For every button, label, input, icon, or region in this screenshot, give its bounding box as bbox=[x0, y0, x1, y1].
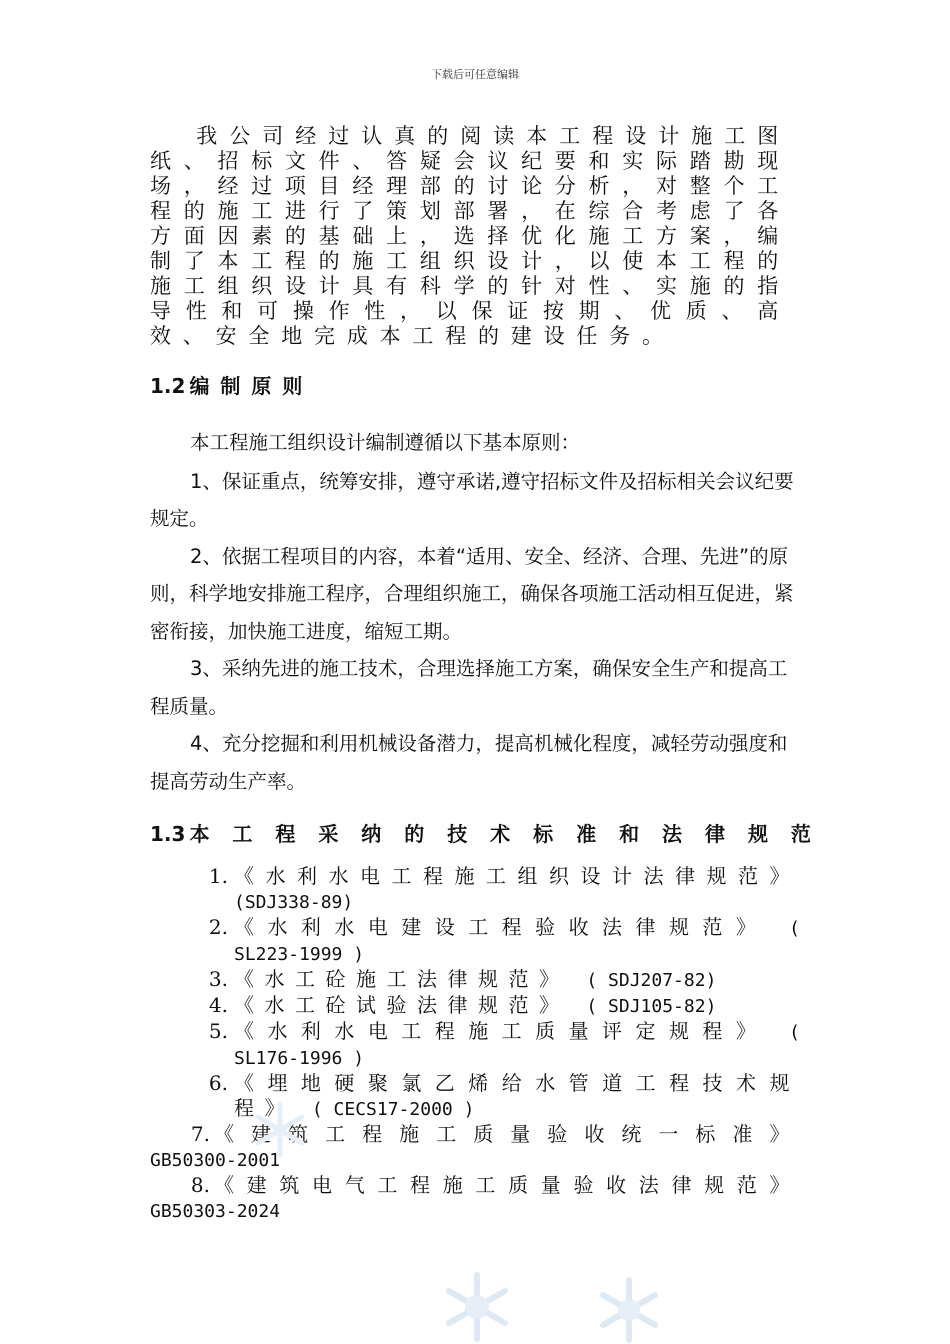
standard-number: 1. bbox=[208, 864, 228, 888]
standard-title: 《水工砼试验法律规范》 bbox=[234, 993, 570, 1017]
standard-title: 《水工砼施工法律规范》 bbox=[234, 967, 570, 991]
standard-item bbox=[150, 864, 800, 915]
principle-item: 3、采纳先进的施工技术，合理选择施工方案，确保安全生产和提高工程质量。 bbox=[150, 657, 788, 718]
standard-item bbox=[150, 915, 800, 967]
page-header: 下载后可任意编辑 bbox=[431, 68, 519, 81]
standards-list bbox=[150, 864, 800, 1224]
principles-body bbox=[150, 424, 800, 800]
standard-number: 4. bbox=[208, 993, 228, 1017]
principle-item: 4、充分挖掘和利用机械设备潜力，提高机械化程度，减轻劳动强度和提高劳动生产率。 bbox=[150, 732, 788, 793]
snowflake-watermark-icon bbox=[595, 1276, 663, 1344]
standard-item bbox=[150, 967, 800, 993]
section-heading-1-3 bbox=[150, 818, 819, 847]
standard-title: 《建筑工程施工质量验收统一标准》 bbox=[214, 1122, 800, 1146]
section-title: 本 工 程 采 纳 的 技 术 标 准 和 法 律 规 范 bbox=[189, 822, 819, 846]
principle-item: 2、依据工程项目的内容，本着“适用、安全、经济、合理、先进”的原则，科学地安排施工程序，合理组织施工，确保各项施工活动相互促进，紧密衔接，加快施工进度，缩短工期。 bbox=[150, 544, 794, 643]
intro-text: 我公司经过认真的阅读本工程设计施工图纸、招标文件、答疑会议纪要和实际踏勘现场，经过项目经理部的讨论分析，对整个工程的施工进行了策划部署，在综合考虑了各方面因素的基础上，选择优化施工方案，编制了本工程的施工组织设计，以使本工程的施工组织设计具有科学的针对性、实施的指导性和可操作性，以保证按期、优质、高效、安全地完成本工程的建设任务。 bbox=[150, 124, 790, 348]
snowflake-watermark-icon bbox=[440, 1270, 514, 1344]
standard-number: 5. bbox=[208, 1019, 228, 1043]
standard-item bbox=[150, 1071, 800, 1122]
standard-code: GB50303-2024 bbox=[150, 1201, 281, 1222]
snowflake-watermark-icon bbox=[250, 1100, 310, 1160]
standard-number: 8. bbox=[190, 1173, 210, 1197]
standard-title: 《水利水电工程施工组织设计法律规范》 bbox=[234, 864, 800, 888]
standard-number: 6. bbox=[208, 1071, 228, 1095]
intro-paragraph bbox=[150, 124, 790, 349]
standard-code: (SDJ338-89) bbox=[234, 892, 354, 913]
standard-item bbox=[150, 993, 800, 1019]
standard-code: ( SDJ207-82) bbox=[586, 970, 717, 991]
standard-title: 《建筑电气工程施工质量验收法律规范》 bbox=[214, 1173, 800, 1197]
standard-title: 《水利水电工程施工质量评定规程》 bbox=[234, 1019, 770, 1043]
section-number: 1.2 bbox=[150, 374, 186, 398]
standard-code: ( CECS17-2000 ) bbox=[311, 1099, 475, 1120]
standard-code: GB50300-2001 bbox=[150, 1150, 281, 1171]
principle-item: 1、保证重点，统筹安排，遵守承诺,遵守招标文件及招标相关会议纪要规定。 bbox=[150, 469, 794, 530]
standard-code: ( SL223-1999 ) bbox=[234, 918, 801, 965]
standard-title: 《水利水电建设工程验收法律规范》 bbox=[234, 915, 770, 939]
standard-title: 《埋地硬聚氯乙烯给水管道工程技术规程》 bbox=[234, 1071, 800, 1120]
section-number: 1.3 bbox=[150, 822, 186, 846]
section-heading-1-2 bbox=[150, 370, 304, 399]
standard-item bbox=[150, 1173, 800, 1224]
standard-number: 2. bbox=[208, 915, 228, 939]
standard-code: ( SDJ105-82) bbox=[586, 996, 717, 1017]
standard-item bbox=[150, 1019, 800, 1071]
standard-number: 3. bbox=[208, 967, 228, 991]
principles-lead: 本工程施工组织设计编制遵循以下基本原则： bbox=[190, 431, 581, 454]
standard-number: 7. bbox=[190, 1122, 210, 1146]
section-title: 编 制 原 则 bbox=[189, 374, 305, 398]
standard-code: ( SL176-1996 ) bbox=[234, 1022, 801, 1069]
standard-item bbox=[150, 1122, 800, 1173]
